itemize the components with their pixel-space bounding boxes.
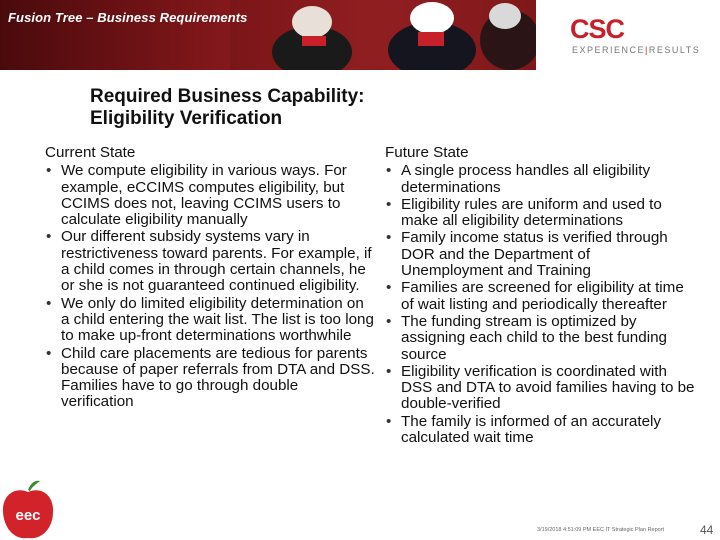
list-item: • Our different subsidy systems vary in restrictiveness toward parents. For example, if a child comes in through certain channels, he or she is not guaranteed continued eligibility. xyxy=(45,229,375,294)
header xyxy=(0,0,720,70)
list-item: • Family income status is verified through DOR and the Department of Unemployment and Training xyxy=(385,230,695,279)
current-state-list xyxy=(45,163,375,410)
header-banner xyxy=(0,0,536,70)
list-item: • Eligibility rules are uniform and used to make all eligibility determinations xyxy=(385,197,695,230)
future-state-list xyxy=(385,163,695,446)
list-item: • Child care placements are tedious for parents because of paper referrals from DTA and DSS. Families have to go through double verification xyxy=(45,346,375,411)
tagline-left: EXPERIENCE xyxy=(572,45,646,55)
footer-text: 3/19/2018 4:51:09 PM EEC IT Strategic Plan Report xyxy=(537,527,665,533)
tagline-divider: | xyxy=(645,45,649,55)
page-number: 44 xyxy=(700,523,714,537)
current-state-column xyxy=(45,145,375,412)
future-state-heading: Future State xyxy=(385,144,469,161)
slide-title-line1: Required Business Capability: xyxy=(90,86,365,107)
list-item: • The family is informed of an accurately calculated wait time xyxy=(385,414,695,447)
list-item: • We only do limited eligibility determination on a child entering the wait list. The list is too long to make up-front determinations worthwhile xyxy=(45,296,375,345)
list-item: • A single process handles all eligibility determinations xyxy=(385,163,695,196)
csc-logo xyxy=(536,0,720,70)
csc-logo-letters: CSC xyxy=(570,14,625,44)
slide-title-line2: Eligibility Verification xyxy=(90,108,283,129)
tagline-right: RESULTS xyxy=(648,45,701,55)
list-item: • We compute eligibility in various ways. For example, eCCIMS computes eligibility, but CCIMS does not, leaving CCIMS users to calculate eligibility manually xyxy=(45,163,375,228)
header-title: Fusion Tree – Business Requirements xyxy=(8,10,248,25)
slide-title xyxy=(90,86,610,130)
list-item: • Eligibility verification is coordinated with DSS and DTA to avoid families having to be double-verified xyxy=(385,364,695,413)
eec-logo-text: eec xyxy=(15,507,41,524)
future-state-column xyxy=(385,145,695,447)
current-state-heading: Current State xyxy=(45,144,136,161)
eec-apple-logo xyxy=(0,478,56,540)
list-item: • The funding stream is optimized by assigning each child to the best funding source xyxy=(385,314,695,363)
list-item: • Families are screened for eligibility at time of wait listing and periodically thereafter xyxy=(385,280,695,313)
csc-tagline xyxy=(572,45,700,55)
